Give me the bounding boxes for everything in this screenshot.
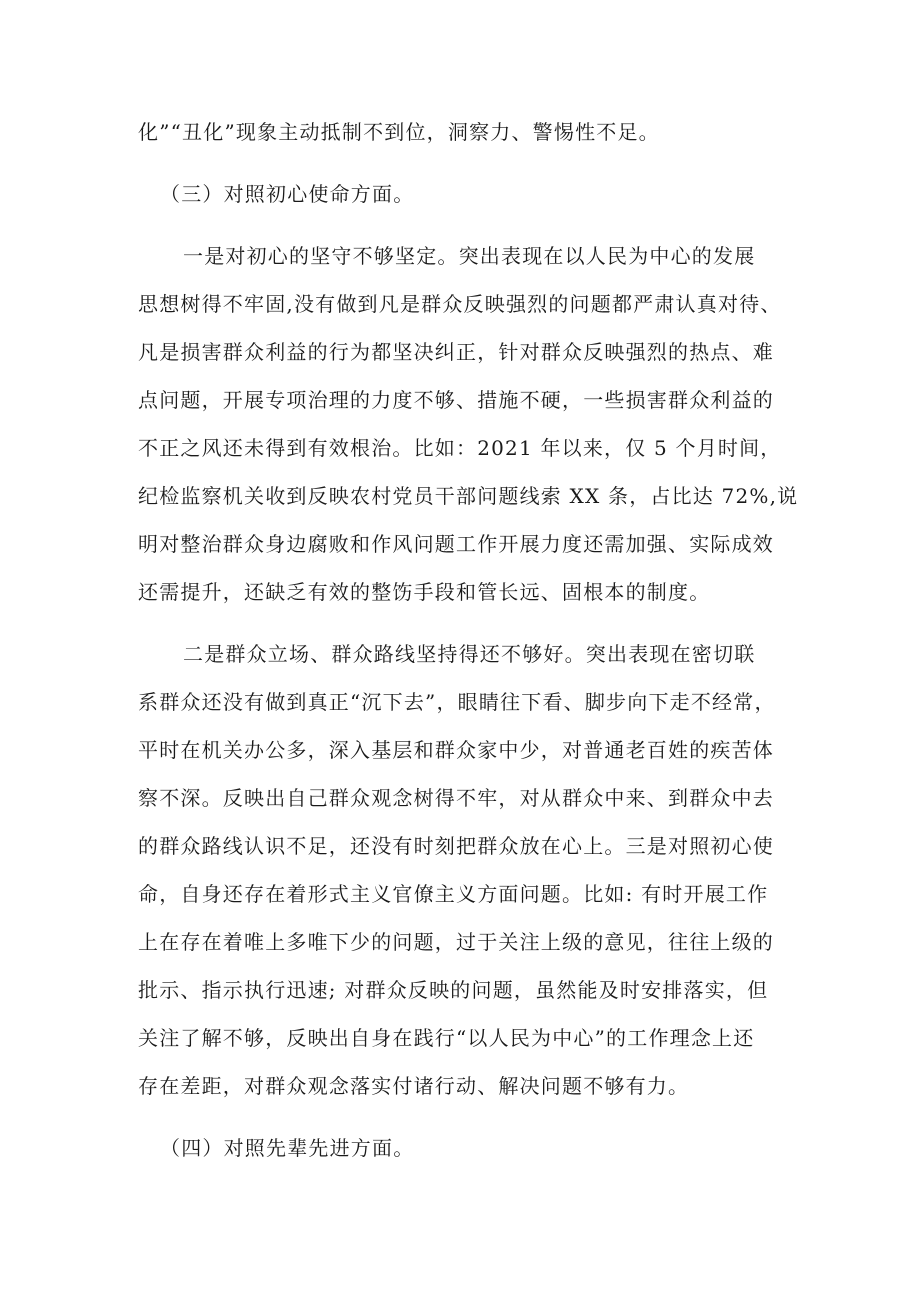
text-line: 批示、指示执行迅速; 对群众反映的问题，虽然能及时安排落实，但: [138, 978, 769, 1002]
section-heading: （四）对照先辈先进方面。: [160, 1136, 415, 1160]
text-line: 凡是损害群众利益的行为都坚决纠正，针对群众反映强烈的热点、难: [138, 340, 774, 364]
text-line: 存在差距，对群众观念落实付诸行动、解决问题不够有力。: [138, 1074, 690, 1098]
text-line: 思想树得不牢固,没有做到凡是群众反映强烈的问题都严肃认真对待、: [138, 292, 782, 316]
text-line: 二是群众立场、群众路线坚持得还不够好。突出表现在密切联: [183, 642, 756, 666]
text-line: 明对整治群众身边腐败和作风问题工作开展力度还需加强、实际成效: [138, 532, 774, 556]
text-line: 点问题，开展专项治理的力度不够、措施不硬，一些损害群众利益的: [138, 388, 774, 412]
section-heading: （三）对照初心使命方面。: [160, 182, 415, 206]
text-line: 关注了解不够，反映出自身在践行“以人民为中心”的工作理念上还: [138, 1026, 755, 1050]
text-line: 一是对初心的坚守不够坚定。突出表现在以人民为中心的发展: [183, 244, 756, 268]
text-line: 不正之风还未得到有效根治。比如：2021 年以来，仅 5 个月时间，: [138, 436, 782, 460]
text-line: 命，自身还存在着形式主义官僚主义方面问题。比如: 有时开展工作: [138, 882, 769, 906]
text-line: 化”“丑化”现象主动抵制不到位，洞察力、警惕性不足。: [138, 120, 660, 144]
text-line: 上在存在着唯上多唯下少的问题，过于关注上级的意见，往往上级的: [138, 930, 774, 954]
text-line: 纪检监察机关收到反映农村党员干部问题线索 XX 条，占比达 72%,说: [138, 484, 799, 508]
text-line: 平时在机关办公多，深入基层和群众家中少，对普通老百姓的疾苦体: [138, 738, 774, 762]
text-line: 察不深。反映出自己群众观念树得不牢，对从群众中来、到群众中去: [138, 786, 774, 810]
text-line: 还需提升，还缺乏有效的整饬手段和管长远、固根本的制度。: [138, 580, 711, 604]
text-line: 的群众路线认识不足，还没有时刻把群众放在心上。三是对照初心使: [138, 834, 774, 858]
text-line: 系群众还没有做到真正“沉下去”，眼睛往下看、脚步向下走不经常，: [138, 690, 776, 714]
